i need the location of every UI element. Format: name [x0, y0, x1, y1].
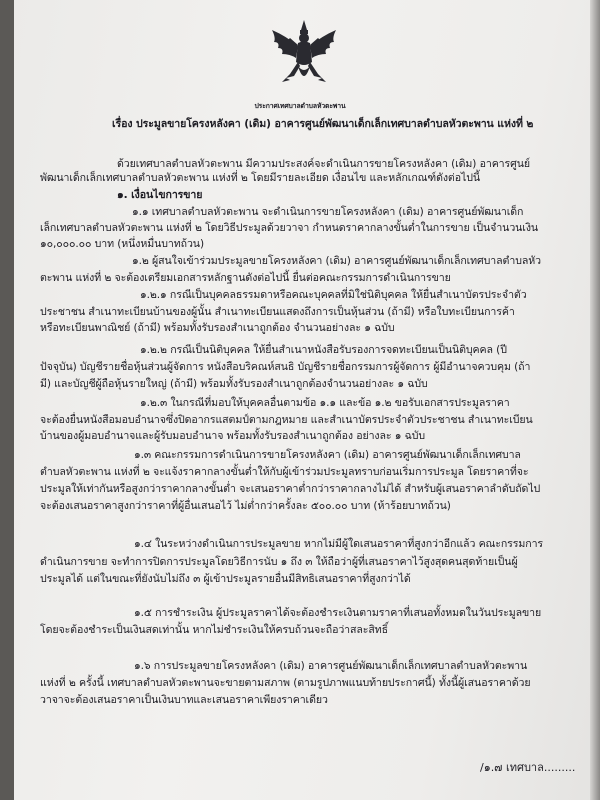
page-edge-right — [590, 0, 600, 800]
paragraph-line: ๑.๓ คณะกรรมการดำเนินการขายโครงหลังคา (เดิม) อาคารศูนย์พัฒนาเด็กเล็กเทศบาล — [134, 449, 521, 461]
paragraph-line: ปัจจุบัน) บัญชีรายชื่อหุ้นส่วนผู้จัดการ หนังสือบริคณห์สนธิ บัญชีรายชื่อกรรมการผู้จัดการ ผู้มีอำนาจควบคุม (ถ้า — [40, 361, 531, 373]
paragraph-line: หรือทะเบียนพาณิชย์ (ถ้ามี) พร้อมทั้งรับรองสำเนาถูกต้อง จำนวนอย่างละ ๑ ฉบับ — [40, 322, 395, 334]
paragraph-line: ดำเนินการขาย จะทำการปิดการประมูลโดยวิธีการนับ ๑ ถึง ๓ ให้ถือว่าผู้ที่เสนอราคาไว้สูงสุดคนสุดท้ายเป็นผู้ — [40, 556, 518, 568]
paragraph-line: ประมูลได้ แต่ในขณะที่ยังนับไม่ถึง ๓ ผู้เข้าประมูลรายอื่นมีสิทธิเสนอราคาที่สูงกว่าได้ — [40, 573, 411, 585]
paragraph-line: ๑๐,๐๐๐.๐๐ บาท (หนึ่งหมื่นบาทถ้วน) — [40, 238, 204, 250]
announcement-subject: เรื่อง ประมูลขายโครงหลังคา (เดิม) อาคารศูนย์พัฒนาเด็กเล็กเทศบาลตำบลหัวตะพาน แห่งที่ ๒ — [112, 118, 534, 130]
paragraph-line: มี) และบัญชีผู้ถือหุ้นรายใหญ่ (ถ้ามี) พร้อมทั้งรับรองสำเนาถูกต้องจำนวนอย่างละ ๑ ฉบับ — [40, 378, 428, 390]
paragraph-line: ๑.๖ การประมูลขายโครงหลังคา (เดิม) อาคารศูนย์พัฒนาเด็กเล็กเทศบาลตำบลหัวตะพาน — [134, 660, 528, 672]
paragraph-line: ๑.๒.๓ ในกรณีที่มอบให้บุคคลอื่นตามข้อ ๑.๑ และข้อ ๑.๒ ขอรับเอกสารประมูลราคา — [140, 397, 510, 409]
paragraph-line: จะต้องยื่นหนังสือมอบอำนาจซึ่งปิดอากรแสตมป์ตามกฎหมาย และสำเนาบัตรประจำตัวประชาชน สำเนาทะเบียน — [40, 414, 533, 426]
paragraph-line: จะต้องเสนอราคาสูงกว่าราคาที่ผู้อื่นเสนอไว้ ไม่ต่ำกว่าครั้งละ ๕๐๐.๐๐ บาท (ห้าร้อยบาทถ้วน) — [40, 500, 451, 512]
paragraph-line: เล็กเทศบาลตำบลหัวตะพาน แห่งที่ ๒ โดยวิธีประมูลด้วยวาจา กำหนดราคากลางขั้นต่ำในการขาย เป็นจำนวนเงิน — [40, 222, 539, 234]
announcement-title: ประกาศเทศบาลตำบลหัวตะพาน — [254, 102, 346, 110]
paragraph-line: ๑.๒ ผู้สนใจเข้าร่วมประมูลขายโครงหลังคา (เดิม) อาคารศูนย์พัฒนาเด็กเล็กเทศบาลตำบลหัว — [132, 255, 542, 267]
paragraph-line: แห่งที่ ๒ ครั้งนี้ เทศบาลตำบลหัวตะพานจะขายตามสภาพ (ตามรูปภาพแนบท้ายประกาศนี้) ทั้งนี้ผู้เสนอราคาด้วย — [40, 677, 531, 689]
paragraph-line: ๑.๑ เทศบาลตำบลหัวตะพาน จะดำเนินการขายโครงหลังคา (เดิม) อาคารศูนย์พัฒนาเด็ก — [132, 206, 524, 218]
paragraph-line: โดยจะต้องชำระเป็นเงินสดเท่านั้น หากไม่ชำระเงินให้ครบถ้วนจะถือว่าสละสิทธิ์ — [40, 624, 388, 636]
paragraph-line: ตะพาน แห่งที่ ๒ จะต้องเตรียมเอกสารหลักฐานดังต่อไปนี้ ยื่นต่อคณะกรรมการดำเนินการขาย — [40, 272, 451, 284]
paragraph-line: ตำบลหัวตะพาน แห่งที่ ๒ จะแจ้งราคากลางขั้นต่ำให้กับผู้เข้าร่วมประมูลทราบก่อนเริ่มการประมูล โดยราคาที่จะ — [40, 466, 529, 478]
paragraph-line: พัฒนาเด็กเล็กเทศบาลตำบลหัวตะพาน แห่งที่ ๒ โดยมีรายละเอียด เงื่อนไข และหลักเกณฑ์ดังต่อไปนี้ — [40, 172, 480, 184]
paragraph-line: ๑.๒.๒ กรณีเป็นนิติบุคคล ให้ยื่นสำเนาหนังสือรับรองการจดทะเบียนเป็นนิติบุคคล (ปี — [140, 344, 507, 356]
page-edge-shadow — [0, 0, 14, 800]
paragraph-line: ๑.๕ การชำระเงิน ผู้ประมูลราคาได้จะต้องชำระเงินตามราคาที่เสนอทั้งหมดในวันประมูลขาย — [134, 607, 542, 619]
paragraph-line: ๑.๔ ในระหว่างดำเนินการประมูลขาย หากไม่มีผู้ใดเสนอราคาที่สูงกว่าอีกแล้ว คณะกรรมการ — [134, 538, 544, 550]
paragraph-line: ประชาชน สำเนาทะเบียนบ้านของผู้นั้น สำเนาทะเบียนแสดงถึงการเป็นหุ้นส่วน (ถ้ามี) หรือใบทะเบียนการค้า — [40, 306, 515, 318]
paragraph-line: ประมูลให้เท่ากันหรือสูงกว่าราคากลางขั้นต่ำ จะเสนอราคาต่ำกว่าราคากลางไม่ได้ สำหรับผู้เสนอราคาลำดับถัดไป — [40, 483, 541, 495]
paragraph-line: ๑.๒.๑ กรณีเป็นบุคคลธรรมดาหรือคณะบุคคลที่มิใช่นิติบุคคล ให้ยื่นสำเนาบัตรประจำตัว — [140, 289, 527, 301]
section-heading: ๑. เงื่อนไขการขาย — [117, 189, 203, 201]
paragraph-line: วาจาจะต้องเสนอราคาเป็นเงินบาทและเสนอราคาเพียงราคาเดียว — [40, 694, 328, 706]
paragraph-line: บ้านของผู้มอบอำนาจและผู้รับมอบอำนาจ พร้อมทั้งรับรองสำเนาถูกต้อง อย่างละ ๑ ฉบับ — [40, 430, 426, 442]
garuda-emblem-icon — [268, 18, 340, 88]
paragraph-line: ด้วยเทศบาลตำบลหัวตะพาน มีความประสงค์จะดำเนินการขายโครงหลังคา (เดิม) อาคารศูนย์ — [117, 158, 530, 170]
continuation-footer: /๑.๗ เทศบาล......... — [480, 761, 576, 774]
